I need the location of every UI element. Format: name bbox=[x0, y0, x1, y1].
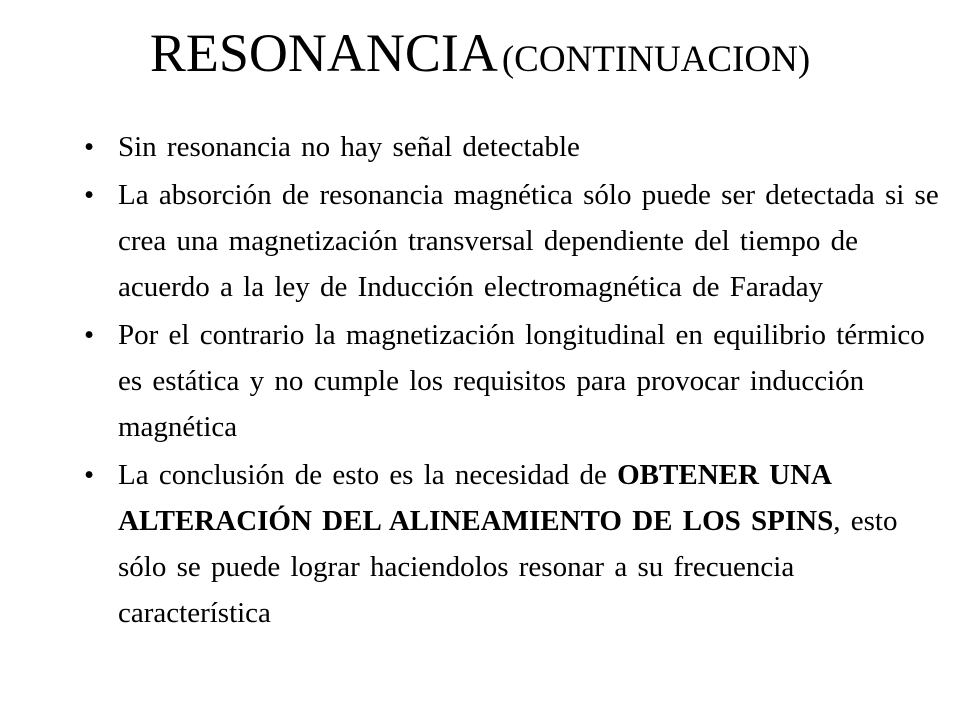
bullet-text-after: , esto sólo se puede lograr haciendolos resonar a su frecuencia característica bbox=[118, 505, 898, 629]
bullet-text: La absorción de resonancia magnética sólo puede ser detectada si se crea una magnetización transversal dependiente del tiempo de acuerdo a la ley de Inducción electromagnética de Faraday bbox=[118, 179, 939, 303]
bullet-text: Por el contrario la magnetización longitudinal en equilibrio térmico es estática y no cumple los requisitos para provocar inducción magnética bbox=[118, 319, 925, 443]
bullet-marker: • bbox=[84, 179, 95, 211]
title-subtitle: (CONTINUACION) bbox=[501, 39, 811, 80]
title-main: RESONANCIA bbox=[149, 23, 498, 83]
bullet-marker: • bbox=[84, 459, 95, 491]
bullet-item bbox=[84, 172, 954, 310]
bullet-list bbox=[84, 124, 954, 638]
bullet-text-before: La conclusión de esto es la necesidad de bbox=[118, 459, 618, 491]
bullet-text: Sin resonancia no hay señal detectable bbox=[118, 131, 580, 163]
bullet-item bbox=[84, 124, 954, 170]
bullet-marker: • bbox=[84, 319, 95, 351]
bullet-marker: • bbox=[84, 131, 95, 163]
bullet-item bbox=[84, 452, 954, 636]
bullet-text-emphasis: OBTENER UNA ALTERACIÓN DEL ALINEAMIENTO DE LOS SPINS bbox=[118, 459, 834, 537]
slide-title bbox=[0, 24, 960, 83]
bullet-item bbox=[84, 312, 954, 450]
